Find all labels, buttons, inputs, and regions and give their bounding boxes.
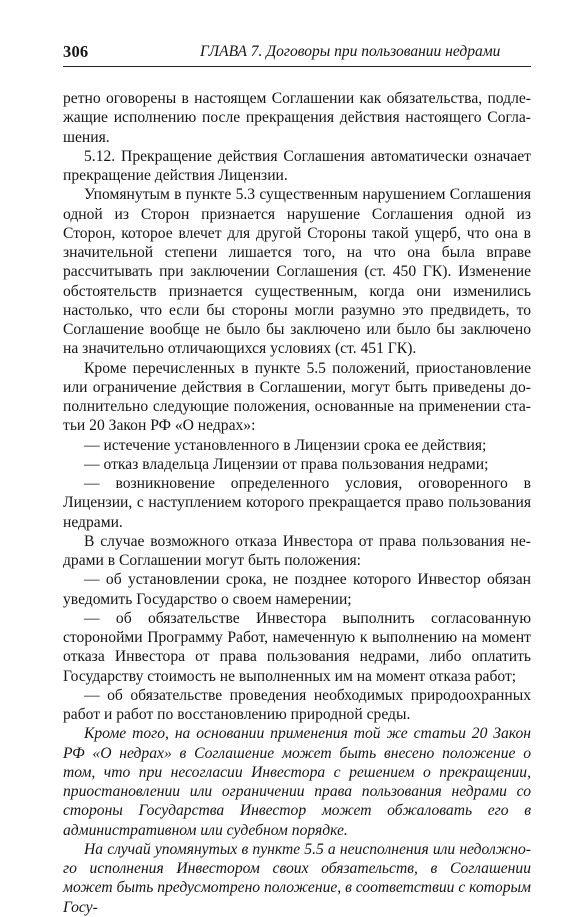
page-header <box>63 42 531 67</box>
paragraph-continued: ретно оговорены в настоящем Соглашении как обязательства, подлежащие исполнению после прекращения действия настоящего Соглашения. <box>63 90 531 146</box>
list-item: — отказ владельца Лицензии от права пользования недрами; <box>84 455 489 473</box>
list-item: — истечение установленного в Лицензии срока ее действия; <box>84 436 487 454</box>
list-item: — об обязательстве Инвестора выполнить согласованную сторонойми Программу Работ, намеченную к выполнению на момент отказа Инвестора от права пользования недрами, либо оплатить Государству стоимость не выполненных им на момент отказа работ; <box>63 609 531 685</box>
paragraph-appeal-italic: Кроме того, на основании применения той же статьи 20 Закон РФ «О недрах» в Соглашение может быть внесено положение о том, что при несогласии Инвестора с решением о прекращении, приостановлении или ограничении права пользования недрами со стороны Государства Инвестор может обжаловать его в административном или судебном порядке. <box>63 725 531 839</box>
list-item: — об установлении срока, не позднее которого Инвестор обязан уведомить Государство о своем намерении; <box>63 571 531 608</box>
paragraph-material-breach: Упомянутым в пункте 5.3 существенным нарушением Соглашения одной из Сторон признается нарушение Соглашения одной из Сторон, которое влечет для другой Стороны такой ущерб, что она в значительной степени лишается того, на что она была вправе рассчитывать при заключении Соглашения (ст. 450 ГК). Изменение обстоятельств признается существенным, когда они изменились настолько, что если бы стороны могли разумно это предвидеть, то Соглашение вообще не было бы заключено или было бы заключено на значительно отличающихся условиях (ст. 451 ГК). <box>63 186 531 358</box>
paragraph-additional-provisions: Кроме перечисленных в пункте 5.5 положений, приостановление или ограничение действия в Соглашении, могут быть приведены дополнительно следующие положения, основанные на применении статьи 20 Закон РФ «О недрах»: <box>63 359 531 435</box>
running-title: ГЛАВА 7. Договоры при пользовании недрами <box>200 43 501 60</box>
list-item: — возникновение определенного условия, оговоренного в Лицензии, с наступлением которого прекращается право пользования недрами. <box>63 475 531 531</box>
paragraph-investor-refusal: В случае возможного отказа Инвестора от права пользования недрами в Соглашении могут быть положения: <box>63 532 531 569</box>
paragraph-clause-5-12: 5.12. Прекращение действия Соглашения автоматически означает прекращение действия Лицензии. <box>63 147 531 184</box>
page-number: 306 <box>63 42 89 61</box>
list-item: — об обязательстве проведения необходимых природоохранных работ и работ по восстановлению природной среды. <box>63 686 531 723</box>
page-body <box>63 89 531 917</box>
paragraph-nonperformance-italic: На случай упомянутых в пункте 5.5 а неисполнения или недолжного исполнения Инвестором своих обязательств, в Соглашении может быть предусмотрено положение, в соответствии с которым Госу- <box>63 840 532 916</box>
